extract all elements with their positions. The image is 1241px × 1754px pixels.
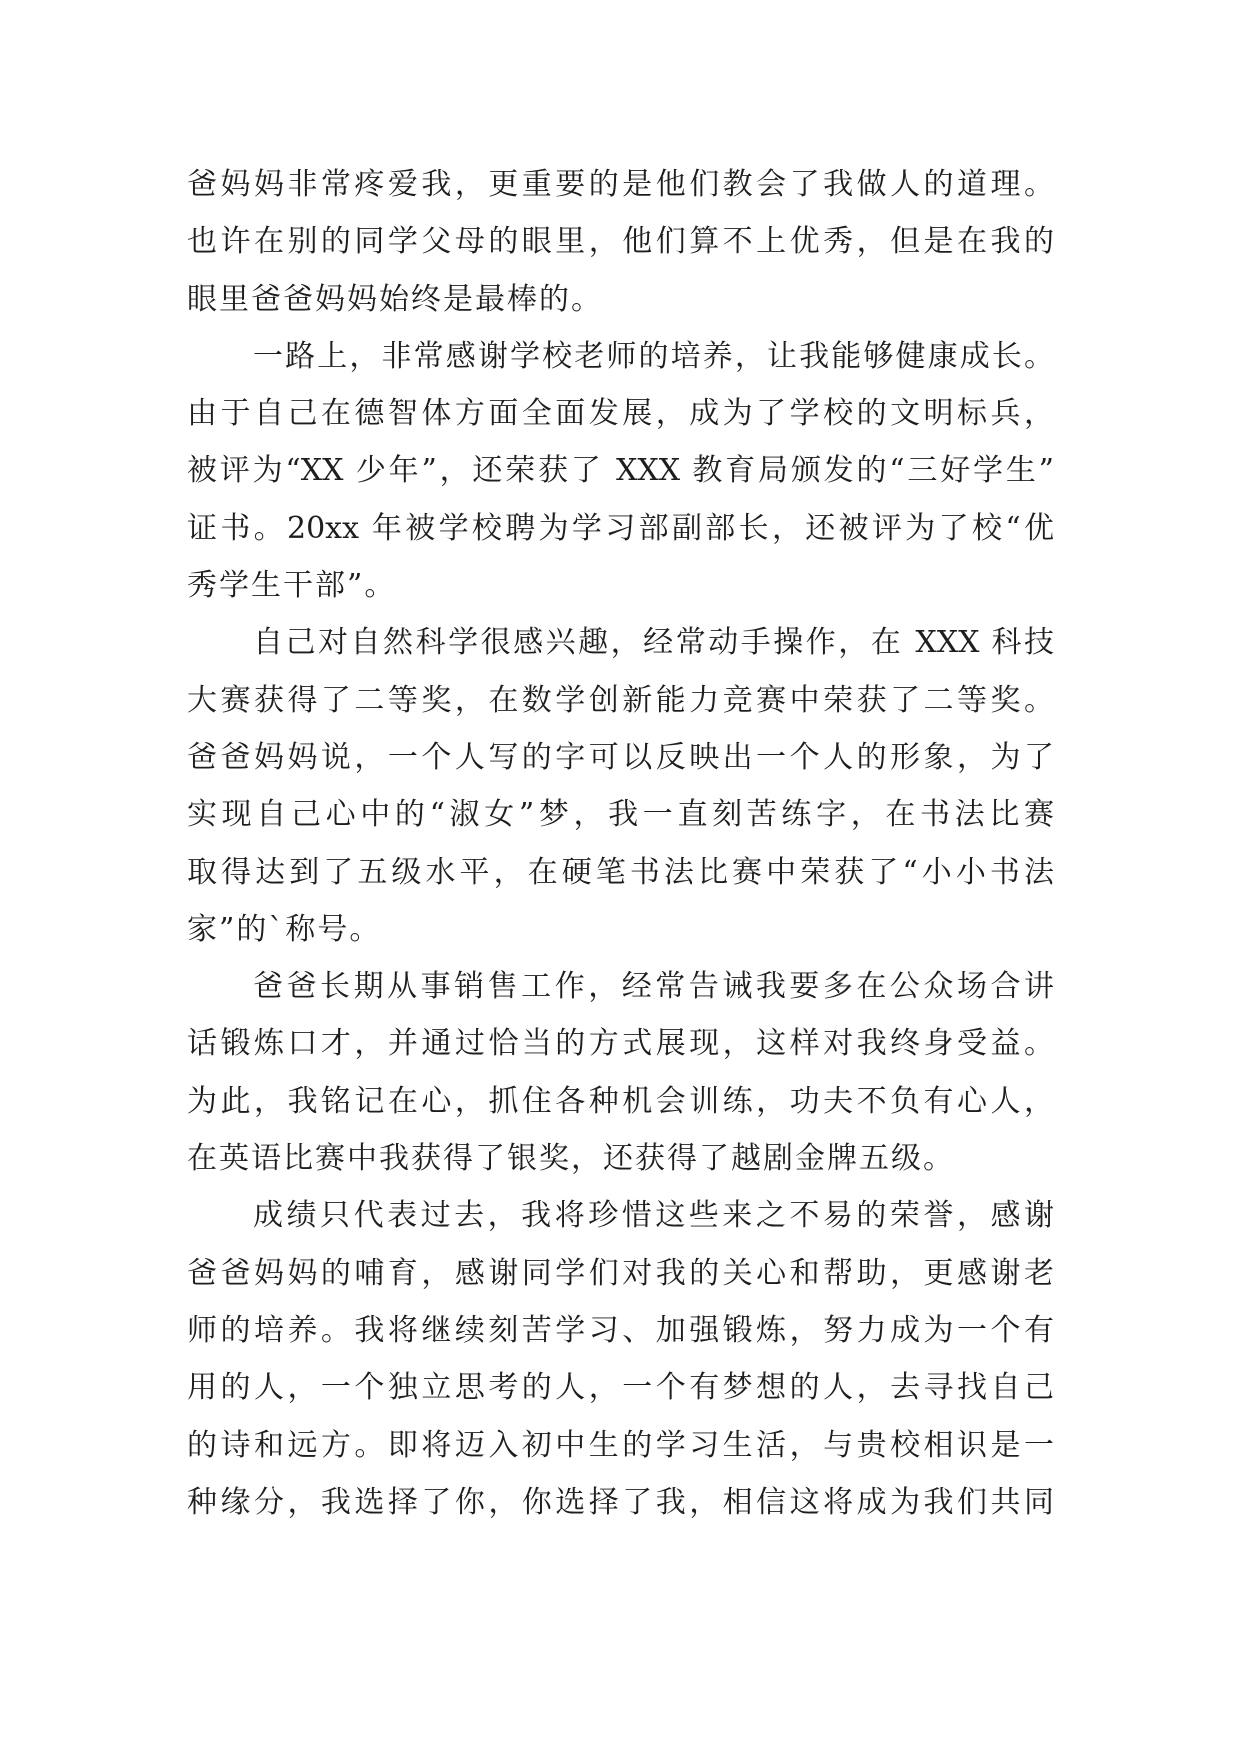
text-line: 被评为“XX 少年”，还荣获了 XXX 教育局颁发的“三好学生” — [187, 453, 1054, 489]
text-line: 也许在别的同学父母的眼里，他们算不上优秀，但是在我的 — [187, 224, 1054, 260]
text-line: 用的人，一个独立思考的人，一个有梦想的人，去寻找自己 — [187, 1370, 1054, 1406]
text-line: 大赛获得了二等奖，在数学创新能力竞赛中荣获了二等奖。 — [187, 682, 1054, 718]
paragraph — [187, 958, 1054, 1187]
text-line: 爸爸长期从事销售工作，经常告诫我要多在公众场合讲 — [253, 969, 1054, 1005]
text-line: 种缘分，我选择了你，你选择了我，相信这将成为我们共同 — [187, 1484, 1054, 1520]
text-line: 成绩只代表过去，我将珍惜这些来之不易的荣誉，感谢 — [253, 1198, 1054, 1234]
document-body — [187, 156, 1054, 1531]
text-line: 由于自己在德智体方面全面发展，成为了学校的文明标兵， — [187, 396, 1054, 432]
paragraph — [187, 156, 1054, 328]
text-line: 家”的`称号。 — [187, 911, 382, 947]
text-line: 证书。20xx 年被学校聘为学习部副部长，还被评为了校“优 — [187, 510, 1054, 546]
text-line: 自己对自然科学很感兴趣，经常动手操作，在 XXX 科技 — [253, 625, 1054, 661]
text-line: 为此，我铭记在心，抓住各种机会训练，功夫不负有心人， — [187, 1083, 1054, 1119]
text-line: 一路上，非常感谢学校老师的培养，让我能够健康成长。 — [253, 338, 1054, 374]
paragraph — [187, 1187, 1054, 1531]
text-line: 爸爸妈妈说，一个人写的字可以反映出一个人的形象，为了 — [187, 739, 1054, 775]
text-line: 在英语比赛中我获得了银奖，还获得了越剧金牌五级。 — [187, 1141, 955, 1177]
text-line: 爸爸妈妈的哺育，感谢同学们对我的关心和帮助，更感谢老 — [187, 1255, 1054, 1291]
text-line: 话锻炼口才，并通过恰当的方式展现，这样对我终身受益。 — [187, 1026, 1054, 1062]
paragraph — [187, 614, 1054, 958]
text-line: 眼里爸爸妈妈始终是最棒的。 — [187, 281, 603, 317]
text-line: 师的培养。我将继续刻苦学习、加强锻炼，努力成为一个有 — [187, 1312, 1054, 1348]
text-line: 实现自己心中的“淑女”梦，我一直刻苦练字，在书法比赛 — [187, 797, 1054, 833]
text-line: 秀学生干部”。 — [187, 568, 397, 604]
text-line: 爸妈妈非常疼爱我，更重要的是他们教会了我做人的道理。 — [187, 167, 1054, 202]
text-line: 的诗和远方。即将迈入初中生的学习生活，与贵校相识是一 — [187, 1427, 1054, 1463]
paragraph — [187, 328, 1054, 614]
text-line: 取得达到了五级水平，在硬笔书法比赛中荣获了“小小书法 — [187, 854, 1054, 890]
